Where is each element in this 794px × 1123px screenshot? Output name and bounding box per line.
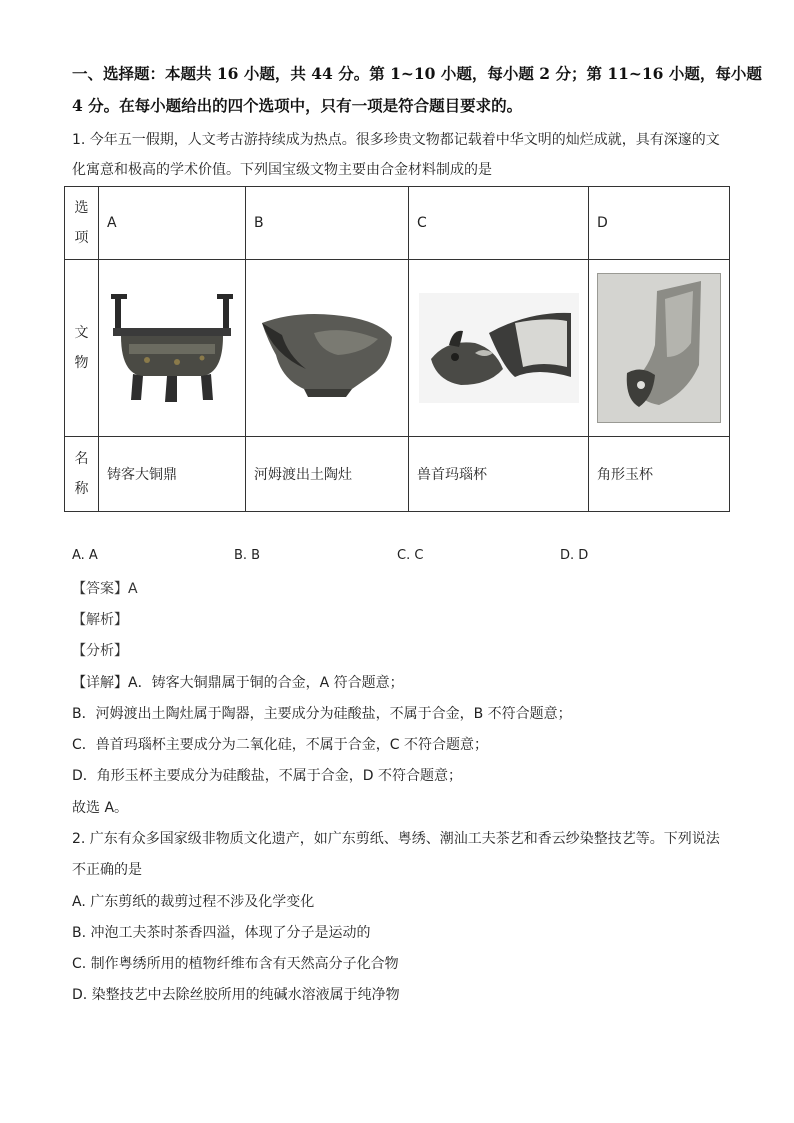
section-line-2: 4 分。在每小题给出的四个选项中，只有一项是符合题目要求的。 — [72, 96, 523, 115]
q1-detail-5: 故选 A。 — [72, 800, 129, 816]
option-b-label: B — [246, 187, 409, 260]
artifact-c-cell — [409, 260, 589, 437]
option-a-label: A — [99, 187, 246, 260]
artifact-b-cell — [246, 260, 409, 437]
section-line-1: 一、选择题：本题共 16 小题，共 44 分。第 1~10 小题，每小题 2 分；第 11~16 小题，每小题 — [72, 64, 762, 83]
q1-choice-c[interactable]: C. C — [397, 548, 424, 563]
q1-choice-a[interactable]: A. A — [72, 548, 98, 563]
header-name: 名 称 — [65, 437, 99, 512]
name-c: 兽首玛瑙杯 — [409, 437, 589, 512]
name-a: 铸客大铜鼎 — [99, 437, 246, 512]
artifact-d-cell — [589, 260, 730, 437]
q1-stem-line-2: 化寓意和极高的学术价值。下列国宝级文物主要由合金材料制成的是 — [72, 162, 492, 178]
agate-cup-image — [419, 293, 579, 403]
q1-choice-b[interactable]: B. B — [234, 548, 261, 563]
option-c-label: C — [409, 187, 589, 260]
jade-cup-image — [597, 273, 721, 423]
artifact-table — [64, 186, 730, 512]
q1-detail-4: D．角形玉杯主要成分为硅酸盐，不属于合金，D 不符合题意； — [72, 768, 463, 784]
q1-answer: 【答案】A — [72, 581, 138, 597]
q1-analysis-tag: 【解析】 — [72, 612, 128, 628]
q1-stem-line-1: 1. 今年五一假期，人文考古游持续成为热点。很多珍贵文物都记载着中华文明的灿烂成就，具有深邃的文 — [72, 132, 720, 148]
bronze-ding-image — [107, 288, 237, 408]
q2-choice-d[interactable]: D. 染整技艺中去除丝胶所用的纯碱水溶液属于纯净物 — [72, 987, 400, 1003]
q1-analysis-sub: 【分析】 — [72, 643, 128, 659]
q1-detail-2: B．河姆渡出土陶灶属于陶器，主要成分为硅酸盐，不属于合金，B 不符合题意； — [72, 706, 572, 722]
header-option: 选 项 — [65, 187, 99, 260]
q2-choice-a[interactable]: A. 广东剪纸的裁剪过程不涉及化学变化 — [72, 894, 315, 910]
q2-choice-c[interactable]: C. 制作粤绣所用的植物纤维布含有天然高分子化合物 — [72, 956, 399, 972]
name-b: 河姆渡出土陶灶 — [246, 437, 409, 512]
pottery-stove-image — [254, 293, 400, 403]
option-d-label: D — [589, 187, 730, 260]
name-d: 角形玉杯 — [589, 437, 730, 512]
q2-stem-line-1: 2. 广东有众多国家级非物质文化遗产，如广东剪纸、粤绣、潮汕工夫茶艺和香云纱染整技艺等。下列说法 — [72, 831, 720, 847]
q1-detail-1: 【详解】A．铸客大铜鼎属于铜的合金，A 符合题意； — [72, 675, 404, 691]
artifact-a-cell — [99, 260, 246, 437]
q2-choice-b[interactable]: B. 冲泡工夫茶时茶香四溢，体现了分子是运动的 — [72, 925, 371, 941]
header-artifact: 文 物 — [65, 260, 99, 437]
q2-stem-line-2: 不正确的是 — [72, 862, 142, 878]
q1-choice-d[interactable]: D. D — [560, 548, 589, 563]
q1-detail-3: C．兽首玛瑙杯主要成分为二氧化硅，不属于合金，C 不符合题意； — [72, 737, 488, 753]
